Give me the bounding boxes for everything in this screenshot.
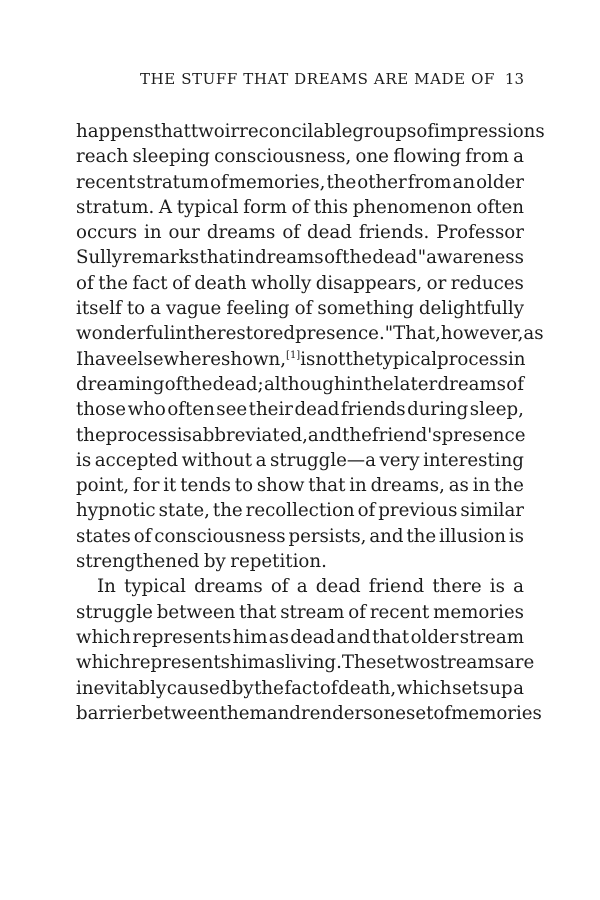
word: of <box>76 272 94 294</box>
word: the <box>182 373 213 395</box>
word: reach <box>76 146 129 168</box>
word: stream <box>280 601 345 623</box>
word: often <box>476 196 524 218</box>
word: accepted <box>94 449 179 471</box>
word: him <box>230 652 265 674</box>
word: death <box>194 272 247 294</box>
word: that <box>239 601 277 623</box>
word: interesting <box>423 449 524 471</box>
word: dead <box>306 222 352 244</box>
word: presence <box>441 424 526 446</box>
word: persists, <box>288 525 367 547</box>
word: struggle—a <box>269 449 376 471</box>
word: delightfully <box>418 298 524 320</box>
word: one <box>372 702 406 724</box>
word: of <box>270 576 289 598</box>
word: without <box>181 449 253 471</box>
word: memories <box>433 601 524 623</box>
word: not <box>315 348 346 370</box>
word: other <box>357 171 407 193</box>
word: their <box>248 399 293 421</box>
word: These <box>341 652 397 674</box>
word: impressions <box>434 121 545 142</box>
word: dead <box>315 576 361 598</box>
word: recent <box>369 601 430 623</box>
text-line <box>76 575 524 599</box>
word: point, <box>76 475 130 497</box>
text-line <box>76 120 545 144</box>
word: stream <box>459 626 524 648</box>
word: the <box>342 424 372 446</box>
word: the <box>494 475 524 497</box>
word: is <box>300 348 316 370</box>
word: of <box>433 702 452 724</box>
word: hypnotic <box>76 500 156 522</box>
word: dreams, <box>370 475 445 497</box>
word: two <box>190 121 225 142</box>
word: states <box>76 525 131 547</box>
text-line <box>76 196 524 220</box>
word: of <box>291 196 310 218</box>
word: the <box>76 424 106 446</box>
word: struggle <box>76 601 153 623</box>
word: fact <box>284 677 320 699</box>
word: itself <box>76 298 122 320</box>
word: is <box>76 449 92 471</box>
word: later <box>393 373 438 395</box>
text-line <box>76 424 524 448</box>
text-line <box>76 272 524 296</box>
word: who <box>127 399 166 421</box>
word: phenomenon <box>352 196 472 218</box>
word: to <box>126 298 146 320</box>
word: tends <box>180 475 231 497</box>
word: flowing <box>393 146 462 168</box>
word: of <box>348 601 366 623</box>
word: between <box>141 702 220 724</box>
word: shown,[1] <box>220 348 301 370</box>
word: often <box>167 399 215 421</box>
word: stratum <box>136 171 209 193</box>
word: which <box>396 677 452 699</box>
word: of <box>282 222 300 244</box>
word: process <box>437 348 508 370</box>
word: strengthened <box>76 551 200 573</box>
word: represents <box>132 626 232 648</box>
word: disappears, <box>315 272 423 294</box>
text-line <box>76 601 524 625</box>
text-line <box>76 297 524 321</box>
word: the <box>254 677 284 699</box>
word: the <box>98 272 128 294</box>
word: very <box>379 449 420 471</box>
word: wholly <box>251 272 312 294</box>
text-line <box>76 171 524 195</box>
word: state, <box>158 500 210 522</box>
word: our <box>168 222 200 244</box>
text-line <box>76 474 524 498</box>
word: and <box>307 424 343 446</box>
word: happens <box>76 121 154 142</box>
word: living. <box>284 652 342 674</box>
text-line <box>76 651 535 675</box>
word: as <box>264 652 285 674</box>
word: streams <box>430 652 504 674</box>
word: a <box>296 576 308 598</box>
word: remarks <box>122 247 200 269</box>
word: groups <box>352 121 417 142</box>
word: the <box>342 247 372 269</box>
word: is <box>176 424 192 446</box>
word: see <box>216 399 248 421</box>
word: them <box>219 702 267 724</box>
word: dead; <box>212 373 264 395</box>
word: two <box>396 652 431 674</box>
word: friend's <box>371 424 442 446</box>
word: typical <box>375 348 438 370</box>
word: in <box>507 348 526 370</box>
word: abbreviated, <box>191 424 308 446</box>
word: similar <box>460 500 524 522</box>
word: of <box>210 171 228 193</box>
word: sleep, <box>469 399 524 421</box>
word: friend <box>368 576 425 598</box>
word: represents <box>131 652 231 674</box>
word: up <box>489 677 513 699</box>
word: recent <box>76 171 136 193</box>
word: inevitably <box>76 677 167 699</box>
word: him <box>232 626 268 648</box>
word: as <box>448 475 469 497</box>
text-line <box>76 677 524 701</box>
text-line <box>76 145 524 169</box>
word: from <box>465 146 509 168</box>
word: as <box>523 323 544 345</box>
word: or <box>426 272 447 294</box>
word: is <box>489 576 505 598</box>
word: there <box>432 576 482 598</box>
word: feeling <box>226 298 290 320</box>
word: a <box>150 298 161 320</box>
word: A <box>158 196 173 218</box>
word: dreaming <box>76 373 165 395</box>
word: illusion <box>439 525 506 547</box>
text-line <box>76 702 542 726</box>
word: of <box>416 121 435 142</box>
text-line <box>76 373 524 397</box>
word: something <box>317 298 414 320</box>
word: dead <box>372 247 418 269</box>
page-number: 13 <box>504 70 524 88</box>
word: presence." <box>295 323 394 345</box>
word: irreconcilable <box>224 121 353 142</box>
word: restored <box>216 323 296 345</box>
word: consciousness <box>154 525 286 547</box>
word: older <box>476 171 524 193</box>
word: reduces <box>450 272 524 294</box>
word: stratum. <box>76 196 155 218</box>
word: one <box>355 146 389 168</box>
word: renders <box>300 702 373 724</box>
word: are <box>503 652 535 674</box>
text-line-with-footnote <box>76 348 524 372</box>
word: sets <box>452 677 489 699</box>
text-line <box>76 322 544 346</box>
word: and <box>336 626 371 648</box>
word: in <box>345 373 364 395</box>
word: of <box>294 298 313 320</box>
word: typical <box>176 196 239 218</box>
word: this <box>313 196 349 218</box>
text-line <box>76 449 524 473</box>
word: dreams <box>437 373 507 395</box>
word: that <box>308 475 346 497</box>
word: that <box>372 626 410 648</box>
word: dreams <box>255 247 324 269</box>
word: and <box>266 702 301 724</box>
word: in <box>472 475 491 497</box>
text-line <box>76 525 524 549</box>
paragraph-2 <box>76 575 542 725</box>
word: older <box>410 626 459 648</box>
word: is <box>508 525 524 547</box>
word: those <box>76 399 127 421</box>
word: memories <box>451 702 542 724</box>
word: memories, <box>228 171 326 193</box>
word: in <box>169 323 188 345</box>
word: of <box>357 500 376 522</box>
word: to <box>234 475 254 497</box>
word: consciousness, <box>214 146 352 168</box>
word: which <box>76 652 131 674</box>
word: repetition. <box>230 551 327 573</box>
word: the <box>212 500 243 522</box>
running-head <box>76 70 524 94</box>
word: the <box>406 525 437 547</box>
word: the <box>326 171 357 193</box>
word: a <box>513 146 524 168</box>
word: previous <box>378 500 458 522</box>
text-line <box>76 398 524 422</box>
text-line <box>76 626 524 650</box>
running-title: THE STUFF THAT DREAMS ARE MADE OF <box>140 70 495 88</box>
word: a <box>255 449 267 471</box>
word: elsewhere <box>126 348 221 370</box>
body-text <box>76 120 545 727</box>
word: it <box>163 475 177 497</box>
word: caused <box>166 677 232 699</box>
word: of <box>319 677 338 699</box>
word: Sully <box>76 247 123 269</box>
word: a <box>513 576 524 598</box>
footnote-marker[interactable]: [1] <box>286 349 301 361</box>
word: as <box>268 626 289 648</box>
word: form <box>243 196 287 218</box>
word: wonderful <box>76 323 170 345</box>
word: in <box>144 222 162 244</box>
word: have <box>83 348 127 370</box>
word: the <box>363 373 394 395</box>
word: sleeping <box>132 146 210 168</box>
word: of <box>133 525 152 547</box>
word: between <box>156 601 236 623</box>
word: the <box>345 348 376 370</box>
word: show <box>256 475 305 497</box>
text-line <box>76 221 524 245</box>
word: That, <box>393 323 441 345</box>
word: which <box>76 626 131 648</box>
word: of <box>172 272 190 294</box>
word: for <box>133 475 160 497</box>
word: vague <box>166 298 222 320</box>
word: "awareness <box>417 247 524 269</box>
word: from <box>407 171 452 193</box>
word: dreams <box>194 576 263 598</box>
word: friends. <box>358 222 430 244</box>
word: barrier <box>76 702 142 724</box>
word: however, <box>440 323 524 345</box>
word: and <box>369 525 404 547</box>
word: In <box>97 576 116 598</box>
paragraph-1 <box>76 120 545 574</box>
text-line <box>76 550 524 574</box>
text-line <box>76 499 524 523</box>
word: during <box>407 399 469 421</box>
word: the <box>187 323 217 345</box>
word: recollection <box>245 500 355 522</box>
word: dead <box>290 626 336 648</box>
word: Professor <box>436 222 524 244</box>
word: set <box>405 702 434 724</box>
word: dreams <box>206 222 276 244</box>
word: occurs <box>76 222 138 244</box>
word: that <box>199 247 237 269</box>
word: friends <box>340 399 406 421</box>
text-line <box>76 246 524 270</box>
word: that <box>153 121 191 142</box>
word: of <box>324 247 342 269</box>
word: by <box>231 677 254 699</box>
word: of <box>506 373 524 395</box>
word: fact <box>132 272 168 294</box>
word: by <box>203 551 226 573</box>
word: dead <box>294 399 340 421</box>
word: death, <box>338 677 397 699</box>
word: I <box>76 348 84 370</box>
word: process <box>105 424 177 446</box>
word: a <box>513 677 524 699</box>
word: although <box>263 373 346 395</box>
word: of <box>164 373 183 395</box>
word: an <box>452 171 476 193</box>
word: typical <box>124 576 186 598</box>
word: in <box>237 247 255 269</box>
word: in <box>349 475 367 497</box>
